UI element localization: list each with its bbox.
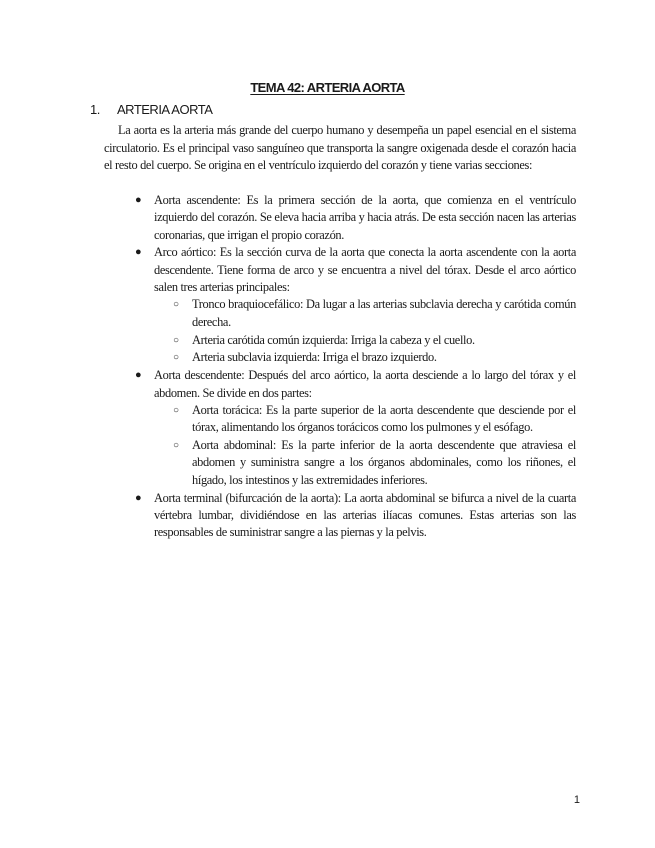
document-title: TEMA 42: ARTERIA AORTA: [250, 80, 405, 95]
sub-bullet-item: [154, 437, 576, 489]
sub-bullet-list: [154, 402, 576, 489]
bullet-list: [132, 192, 576, 542]
bullet-text: Aorta descendente: Después del arco aórtico, la aorta desciende a lo largo del tórax y el abdomen. Se divide en dos partes:: [154, 368, 576, 400]
sub-bullet-item: [154, 296, 576, 331]
bullet-item: [132, 192, 576, 244]
sub-bullet-text: Arteria carótida común izquierda: Irriga la cabeza y el cuello.: [192, 332, 475, 347]
sub-bullet-item: [154, 349, 576, 366]
circle-bullet-icon: ○: [173, 440, 179, 452]
sub-bullet-text: Arteria subclavia izquierda: Irriga el brazo izquierdo.: [192, 350, 437, 365]
bullet-text: Aorta terminal (bifurcación de la aorta): La aorta abdominal se bifurca a nivel de la cuarta vértebra lumbar, dividiéndose en las arterias ilíacas comunes. Estas arterias son las responsables de suministrar sangre a las piernas y la pelvis.: [154, 490, 576, 540]
section-heading-text: ARTERIA AORTA: [117, 102, 213, 117]
circle-bullet-icon: ○: [173, 352, 179, 364]
sub-bullet-item: [154, 332, 576, 349]
intro-paragraph: La aorta es la arteria más grande del cuerpo humano y desempeña un papel esencial en el sistema circulatorio. Es el principal vaso sanguíneo que transporta la sangre oxigenada desde el corazón hacia el resto del cuerpo. Se origina en el ventrículo izquierdo del corazón y tiene varias secciones:: [104, 123, 576, 173]
bullet-item: [132, 244, 576, 366]
circle-bullet-icon: ○: [173, 299, 179, 311]
section-heading: [90, 102, 212, 117]
bullet-dot-icon: ●: [135, 194, 142, 206]
bullet-dot-icon: ●: [135, 369, 142, 382]
circle-bullet-icon: ○: [173, 404, 179, 416]
section-number: 1.: [90, 102, 100, 117]
bullet-item: [132, 490, 576, 542]
sub-bullet-item: [154, 402, 576, 437]
circle-bullet-icon: ○: [173, 334, 179, 346]
bullet-dot-icon: ●: [135, 246, 142, 259]
bullet-text: Arco aórtico: Es la sección curva de la aorta que conecta la aorta ascendente con la aorta descendente. Tiene forma de arco y se encuentra a nivel del tórax. Desde el arco aórtico salen tres arterias principales:: [154, 245, 576, 295]
page-number: 1: [573, 794, 580, 806]
sub-bullet-text: Aorta torácica: Es la parte superior de la aorta descendente que desciende por el tórax, alimentando los órganos torácicos como los pulmones y el esófago.: [192, 402, 576, 435]
bullet-item: [132, 367, 576, 489]
bullet-text: Aorta ascendente: Es la primera sección de la aorta, que comienza en el ventrículo izquierdo del corazón. Se eleva hacia arriba y hacia atrás. De esta sección nacen las arterias coronarias, que irrigan el propio corazón.: [154, 193, 576, 242]
sub-bullet-list: [154, 296, 576, 366]
sub-bullet-text: Tronco braquiocefálico: Da lugar a las arterias subclavia derecha y carótida común derecha.: [192, 297, 576, 329]
sub-bullet-text: Aorta abdominal: Es la parte inferior de la aorta descendente que atraviesa el abdomen y suministra sangre a los órganos abdominales, como los riñones, el hígado, los intestinos y las extremidades inferiores.: [192, 438, 576, 487]
bullet-dot-icon: ●: [135, 491, 142, 504]
